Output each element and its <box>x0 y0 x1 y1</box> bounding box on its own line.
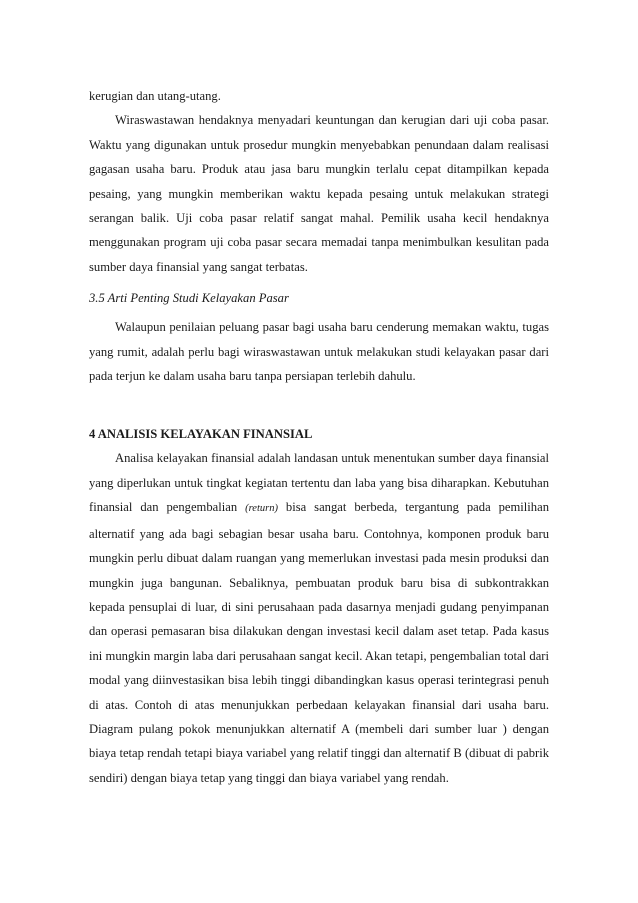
continuation-text: kerugian dan utang-utang. <box>89 89 221 103</box>
paragraph-text-part-1: Analisa kelayakan finansial adalah landasan untuk menentukan sumber daya finansial yang diperlukan untuk tingkat kegiatan tertentu dan laba yang bisa diharapkan. Kebutuhan finansial dan pengembalian <box>89 451 549 515</box>
section-heading-4: 4 ANALISIS KELAYAKAN FINANSIAL <box>89 427 313 442</box>
document-page <box>89 84 549 790</box>
return-italic-term: (return) <box>245 503 278 515</box>
paragraph-uji-coba-pasar: Wiraswastawan hendaknya menyadari keuntungan dan kerugian dari uji coba pasar. Waktu yang digunakan untuk prosedur mungkin menyebabkan penundaan dalam realisasi gagasan usaha baru. Produk atau jasa baru mungkin terlalu cepat ditampilkan kepada pesaing, yang mungkin memberikan waktu kepada pesaing untuk melakukan strategi serangan balik. Uji coba pasar relatif sangat mahal. Pemilik usaha kecil hendaknya menggunakan program uji coba pasar secara memadai tanpa menimbulkan kesulitan pada sumber daya finansial yang sangat terbatas. <box>89 113 549 274</box>
paragraph-text-part-2: bisa sangat berbeda, tergantung pada pemilihan alternatif yang ada bagi sebagian besar usaha baru. Contohnya, komponen produk baru mungkin perlu dibuat dalam ruangan yang memerlukan investasi pada mesin produksi dan mungkin juga bangunan. Sebaliknya, pembuatan produk baru bisa di subkontrakkan kepada pensuplai di luar, di sini perusahaan pada dasarnya menjadi gudang penyimpanan dan operasi pemasaran bisa dilakukan dengan investasi kecil dalam aset tetap. Pada kasus ini mungkin margin laba dari perusahaan sangat kecil. Akan tetapi, pengembalian total dari modal yang diinvestasikan bisa lebih tinggi dibandingkan kasus operasi terintegrasi penuh di atas. Contoh di atas menunjukkan perbedaan kelayakan finansial dari usaha baru. Diagram pulang pokok menunjukkan alternatif A (membeli dari sumber luar ) dengan biaya tetap rendah tetapi biaya variabel yang relatif tinggi dan alternatif B (dibuat di pabrik sendiri) dengan biaya tetap yang tinggi dan biaya variabel yang rendah. <box>89 500 549 785</box>
paragraph-studi-kelayakan: Walaupun penilaian peluang pasar bagi usaha baru cenderung memakan waktu, tugas yang rumit, adalah perlu bagi wiraswastawan untuk melakukan studi kelayakan pasar dari pada terjun ke dalam usaha baru tanpa persiapan terlebih dahulu. <box>89 320 549 384</box>
paragraph-analisis-finansial <box>89 446 549 790</box>
subsection-heading-3-5: 3.5 Arti Penting Studi Kelayakan Pasar <box>89 291 289 306</box>
